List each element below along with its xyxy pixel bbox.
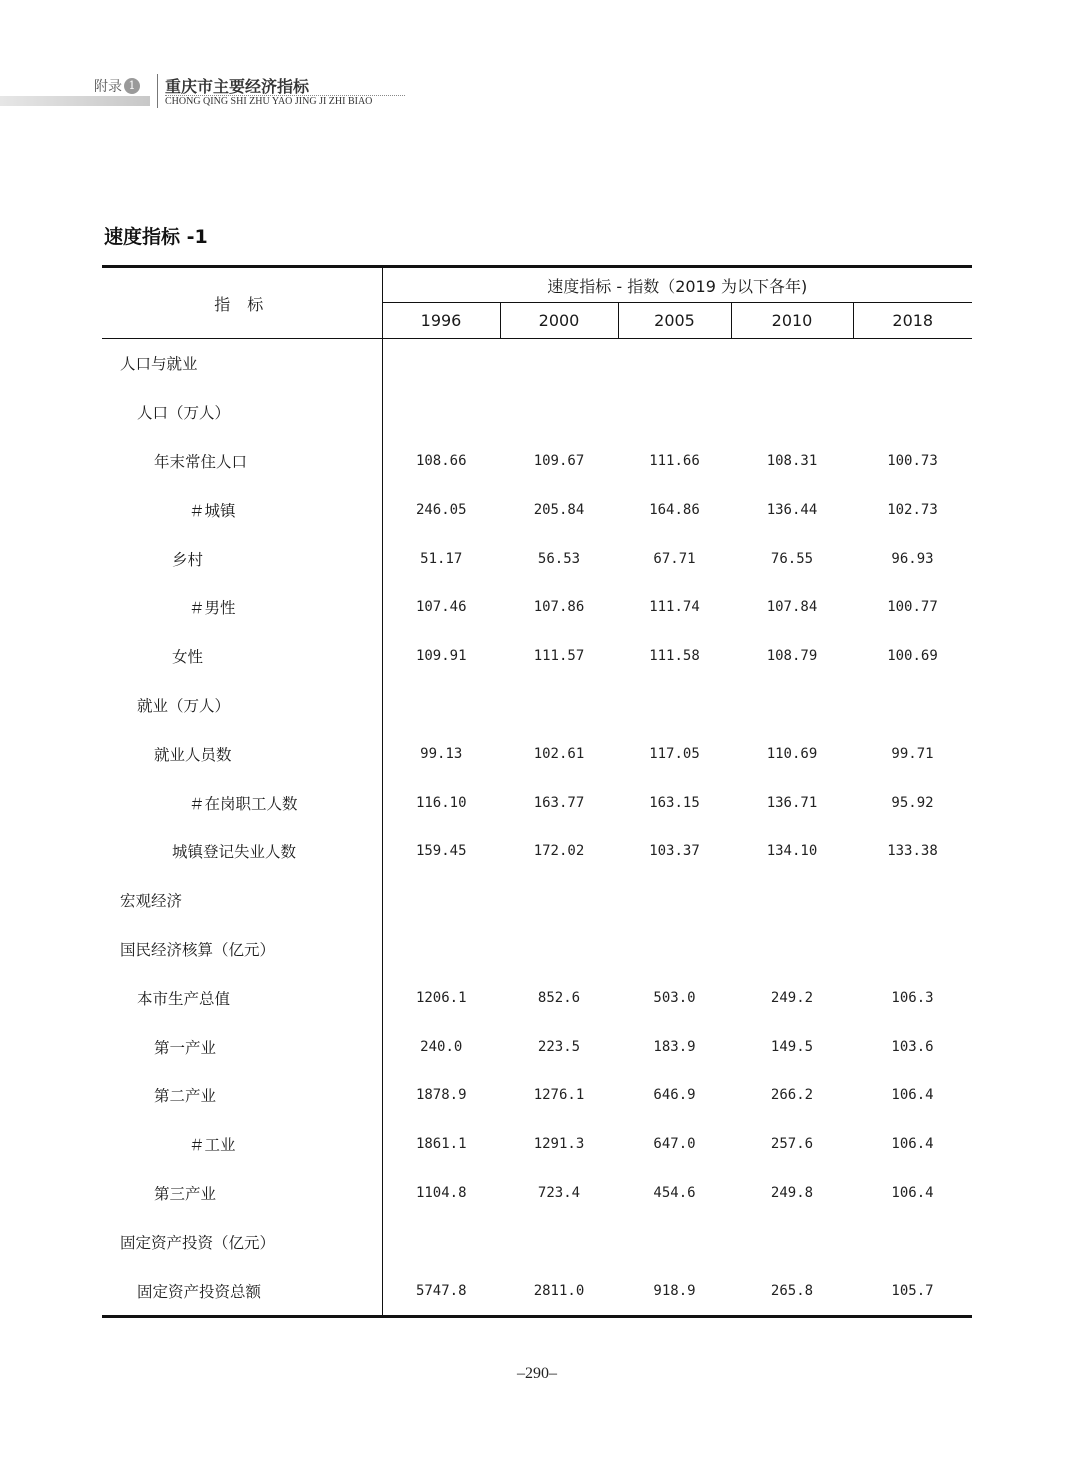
value-cell: [618, 681, 731, 730]
row-label: 宏观经济: [102, 876, 382, 925]
value-cell: 136.44: [766, 501, 818, 518]
value-cell: [731, 1217, 853, 1266]
running-header-subtitle: CHONG QING SHI ZHU YAO JING JI ZHI BIAO: [165, 96, 373, 107]
table-row: [102, 827, 972, 876]
value-cell: 134.10: [766, 843, 818, 860]
value-cell: [853, 925, 972, 974]
value-cell: 116.10: [415, 794, 467, 811]
row-label: ＃在岗职工人数: [102, 778, 382, 827]
page-number: –290–: [517, 1365, 557, 1382]
row-label: ＃城镇: [102, 485, 382, 534]
value-cell: 105.7: [853, 1266, 972, 1316]
row-label: 国民经济核算（亿元）: [102, 925, 382, 974]
value-cell: 240.0: [420, 1038, 463, 1055]
value-cell: 249.8: [770, 1184, 814, 1201]
value-cell: 2811.0: [500, 1266, 618, 1316]
row-label: 第三产业: [102, 1169, 382, 1218]
table-row: [102, 876, 972, 925]
row-label: 年末常住人口: [102, 437, 382, 486]
row-label: 第一产业: [102, 1022, 382, 1071]
value-cell: 1206.1: [415, 989, 467, 1006]
value-cell: 503.0: [653, 989, 696, 1006]
value-cell: 103.37: [649, 843, 700, 860]
value-cell: 223.5: [537, 1038, 581, 1055]
value-cell: 1104.8: [415, 1184, 467, 1201]
row-label: 固定资产投资（亿元）: [102, 1217, 382, 1266]
value-cell: 646.9: [653, 1087, 696, 1104]
row-label: 女性: [102, 632, 382, 681]
value-cell: [382, 925, 500, 974]
value-cell: [731, 388, 853, 437]
value-cell: 164.86: [649, 501, 700, 518]
value-cell: [500, 681, 618, 730]
value-cell: 163.77: [533, 794, 585, 811]
stub-header: 指 标: [102, 267, 382, 339]
row-label: 人口（万人）: [102, 388, 382, 437]
value-cell: 76.55: [770, 550, 814, 567]
table-row: [102, 437, 972, 486]
value-cell: 1276.1: [533, 1087, 585, 1104]
table-row: [102, 632, 972, 681]
speed-indicator-table: [102, 265, 972, 1318]
table-row: [102, 534, 972, 583]
table-row: [102, 1217, 972, 1266]
row-label: 就业人员数: [102, 729, 382, 778]
table-body: [102, 339, 972, 1317]
value-cell: 109.91: [415, 648, 467, 665]
row-label: ＃工业: [102, 1120, 382, 1169]
value-cell: 107.86: [533, 599, 585, 616]
value-cell: 100.77: [887, 599, 938, 616]
value-cell: 918.9: [618, 1266, 731, 1316]
value-cell: 205.84: [533, 501, 585, 518]
year-header: 2010: [731, 303, 853, 339]
value-cell: [731, 925, 853, 974]
year-header: 2000: [500, 303, 618, 339]
value-cell: 723.4: [537, 1184, 581, 1201]
value-cell: 108.79: [766, 648, 818, 665]
value-cell: [500, 1217, 618, 1266]
value-cell: 100.73: [887, 452, 938, 469]
value-cell: [382, 388, 500, 437]
table-header-row: [102, 267, 972, 303]
value-cell: 103.6: [891, 1038, 934, 1055]
row-label: ＃男性: [102, 583, 382, 632]
year-header: 1996: [382, 303, 500, 339]
value-cell: 159.45: [415, 843, 467, 860]
table-row: [102, 1169, 972, 1218]
table-row: [102, 778, 972, 827]
table-row: [102, 729, 972, 778]
value-cell: 108.66: [415, 452, 467, 469]
value-cell: 106.3: [891, 989, 934, 1006]
value-cell: 1878.9: [415, 1087, 467, 1104]
value-cell: 106.4: [891, 1087, 934, 1104]
value-cell: 5747.8: [382, 1266, 500, 1316]
table-row: [102, 681, 972, 730]
value-cell: 99.71: [891, 745, 934, 762]
value-cell: [853, 876, 972, 925]
value-cell: 102.61: [533, 745, 585, 762]
value-cell: [853, 681, 972, 730]
value-cell: [853, 388, 972, 437]
value-cell: 56.53: [537, 550, 581, 567]
value-cell: 106.4: [891, 1136, 934, 1153]
table-row: [102, 1120, 972, 1169]
value-cell: [618, 388, 731, 437]
value-cell: 183.9: [653, 1038, 696, 1055]
value-cell: 107.84: [766, 599, 818, 616]
value-cell: 133.38: [887, 843, 938, 860]
row-label: 乡村: [102, 534, 382, 583]
value-cell: [500, 876, 618, 925]
appendix-label: 附录: [94, 79, 122, 95]
value-cell: 246.05: [415, 501, 467, 518]
value-cell: 111.58: [649, 648, 700, 665]
row-label: 固定资产投资总额: [102, 1266, 382, 1316]
appendix-number: 1: [124, 78, 140, 94]
row-label: 就业（万人）: [102, 681, 382, 730]
value-cell: [382, 681, 500, 730]
table-row: [102, 973, 972, 1022]
value-cell: 106.4: [891, 1184, 934, 1201]
value-cell: 109.67: [533, 452, 585, 469]
value-cell: 111.57: [533, 648, 585, 665]
value-cell: [500, 925, 618, 974]
value-cell: 647.0: [653, 1136, 696, 1153]
value-cell: 100.69: [887, 648, 938, 665]
value-cell: 257.6: [770, 1136, 814, 1153]
value-cell: 102.73: [887, 501, 938, 518]
row-label: 城镇登记失业人数: [102, 827, 382, 876]
value-cell: 172.02: [533, 843, 585, 860]
value-cell: [618, 1217, 731, 1266]
value-cell: [500, 339, 618, 388]
value-cell: 454.6: [653, 1184, 696, 1201]
value-cell: 266.2: [770, 1087, 814, 1104]
table-row: [102, 388, 972, 437]
value-cell: [853, 1217, 972, 1266]
value-cell: 265.8: [731, 1266, 853, 1316]
value-cell: 107.46: [415, 599, 467, 616]
value-cell: 95.92: [891, 794, 934, 811]
value-cell: 852.6: [537, 989, 581, 1006]
value-cell: [382, 876, 500, 925]
value-cell: [618, 925, 731, 974]
row-label: 本市生产总值: [102, 973, 382, 1022]
table-row: [102, 485, 972, 534]
value-cell: [853, 339, 972, 388]
row-label: 人口与就业: [102, 339, 382, 388]
value-cell: 67.71: [653, 550, 696, 567]
value-cell: 149.5: [770, 1038, 814, 1055]
value-cell: [731, 681, 853, 730]
value-cell: [731, 339, 853, 388]
table-row: [102, 925, 972, 974]
year-header: 2018: [853, 303, 972, 339]
value-cell: 117.05: [649, 745, 700, 762]
value-cell: 163.15: [649, 794, 700, 811]
section-title: 速度指标 -1: [104, 226, 208, 248]
value-cell: [382, 1217, 500, 1266]
table-row: [102, 1266, 972, 1316]
year-header: 2005: [618, 303, 731, 339]
table-row: [102, 583, 972, 632]
value-cell: 110.69: [766, 745, 818, 762]
value-cell: [382, 339, 500, 388]
header-accent-bar: [0, 96, 150, 106]
value-cell: 99.13: [420, 745, 463, 762]
value-cell: 111.66: [649, 452, 700, 469]
value-cell: 111.74: [649, 599, 700, 616]
value-cell: 1291.3: [533, 1136, 585, 1153]
value-cell: 1861.1: [415, 1136, 467, 1153]
value-cell: 249.2: [770, 989, 814, 1006]
table-row: [102, 1071, 972, 1120]
value-cell: 96.93: [891, 550, 934, 567]
row-label: 第二产业: [102, 1071, 382, 1120]
appendix-badge: [94, 76, 140, 96]
running-header-title: 重庆市主要经济指标: [165, 77, 310, 96]
header-divider: [157, 74, 158, 108]
value-cell: [618, 876, 731, 925]
value-cell: [731, 876, 853, 925]
table-row: [102, 1022, 972, 1071]
value-cell: 136.71: [766, 794, 818, 811]
value-cell: [500, 388, 618, 437]
value-cell: 51.17: [420, 550, 463, 567]
table-row: [102, 339, 972, 388]
value-cell: [618, 339, 731, 388]
group-header: 速度指标 - 指数（2019 为以下各年): [382, 267, 972, 303]
value-cell: 108.31: [766, 452, 818, 469]
